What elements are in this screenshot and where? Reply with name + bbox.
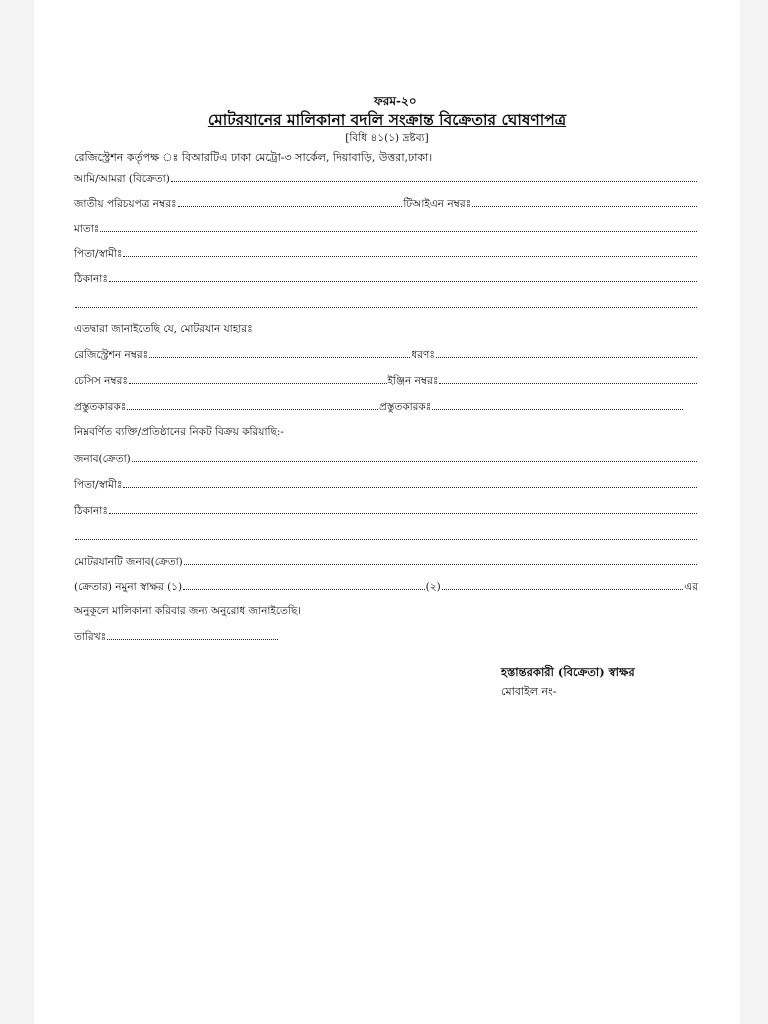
buyer-intro: নিম্নবর্ণিত ব্যক্তি/প্রতিষ্ঠানের নিকট বিক্রয় করিয়াছি:- [74,426,284,438]
vehicle-class-label: ধরণঃ [411,348,435,361]
sample-signature-field-2[interactable] [442,589,684,590]
buyer-father-field[interactable] [123,487,697,488]
seller-name-field[interactable] [171,181,697,182]
seller-name-row [74,170,698,184]
seller-father-row [74,245,698,259]
sample-signature-label: (ক্রেতার) নমুনা স্বাক্ষর (১) [74,580,183,593]
date-row [74,628,279,642]
seller-id-row [74,195,698,209]
sample-signature-row [74,578,698,592]
address-field-2[interactable] [75,307,697,308]
engine-field[interactable] [439,383,697,384]
seller-address-row-2 [74,296,698,310]
rule-reference: [বিধি ৪১(১) দ্রষ্টব্য] [345,132,429,144]
tin-label: টিআইএন নম্বরঃ [403,197,472,210]
buyer-father-label: পিতা/স্বামীঃ [74,478,123,491]
buyer-address-field-2[interactable] [75,539,697,540]
seller-name-label: আমি/আমরা (বিক্রেতা) [74,172,170,185]
buyer-father-row [74,476,698,490]
buyer-address-field[interactable] [109,513,697,514]
signature-suffix: এর [684,580,698,593]
maker-label-2: প্রস্তুতকারকঃ [379,400,432,413]
buyer-name-label: জনাব(ক্রেতা) [74,452,131,465]
form-page [34,0,740,1024]
form-title: মোটরযানের মালিকানা বদলি সংক্রান্ত বিক্রেতার ঘোষণাপত্র [207,110,567,129]
buyer-name-field[interactable] [132,461,697,462]
ownership-request-text: অনুকূলে মালিকানা করিবার জন্য অনুরোধ জানাইতেছি। [74,605,302,617]
vehicle-chassis-row [74,372,698,386]
engine-label: ইঞ্জিন নম্বরঃ [387,374,439,387]
seller-address-row [74,270,698,284]
seller-signature-title: হস্তান্তরকারী (বিক্রেতা) স্বাক্ষর [501,665,635,679]
maker-field[interactable] [127,409,378,410]
vehicle-reg-row [74,346,698,360]
chassis-label: চেসিস নম্বরঃ [74,374,128,387]
buyer-name-row [74,450,698,464]
vehicle-maker-row [74,398,684,412]
nid-field[interactable] [178,206,403,207]
sample-signature-2-label: (২) [425,580,441,593]
vehicle-to-label: মোটরযানটি জনাব(ক্রেতা) [74,555,183,568]
reg-number-label: রেজিস্ট্রেশন নম্বরঃ [74,348,149,361]
father-label: পিতা/স্বামীঃ [74,247,123,260]
vehicle-intro: এতদ্বারা জানাইতেছি যে, মোটরযান যাহারঃ [74,323,253,335]
sample-signature-field-1[interactable] [183,589,425,590]
maker-label: প্রস্তুতকারকঃ [74,400,127,413]
maker-field-2[interactable] [432,409,683,410]
nid-label: জাতীয় পরিচয়পত্র নম্বরঃ [74,197,177,210]
buyer-address-row [74,502,698,516]
mother-field[interactable] [100,231,697,232]
father-field[interactable] [123,256,697,257]
address-label: ঠিকানাঃ [74,272,108,285]
date-label: তারিখঃ [74,630,107,643]
vehicle-class-field[interactable] [436,357,697,358]
mother-label: মাতাঃ [74,222,100,235]
buyer-address-label: ঠিকানাঃ [74,504,108,517]
date-field[interactable] [107,639,278,640]
tin-field[interactable] [472,206,697,207]
chassis-field[interactable] [129,383,387,384]
mobile-number-label: মোবাইল নং- [501,685,557,698]
seller-mother-row [74,220,698,234]
reg-number-field[interactable] [149,357,410,358]
buyer-address-row-2 [74,528,698,542]
vehicle-to-buyer-row [74,553,698,567]
vehicle-to-field[interactable] [184,564,697,565]
registration-authority: রেজিস্ট্রেশন কর্তৃপক্ষ ঃ বিআরটিএ ঢাকা মেট্রো-৩ সার্কেল, দিয়াবাড়ি, উত্তরা,ঢাকা। [74,151,433,164]
form-number: ফরম-২০ [374,94,417,108]
address-field[interactable] [109,281,697,282]
